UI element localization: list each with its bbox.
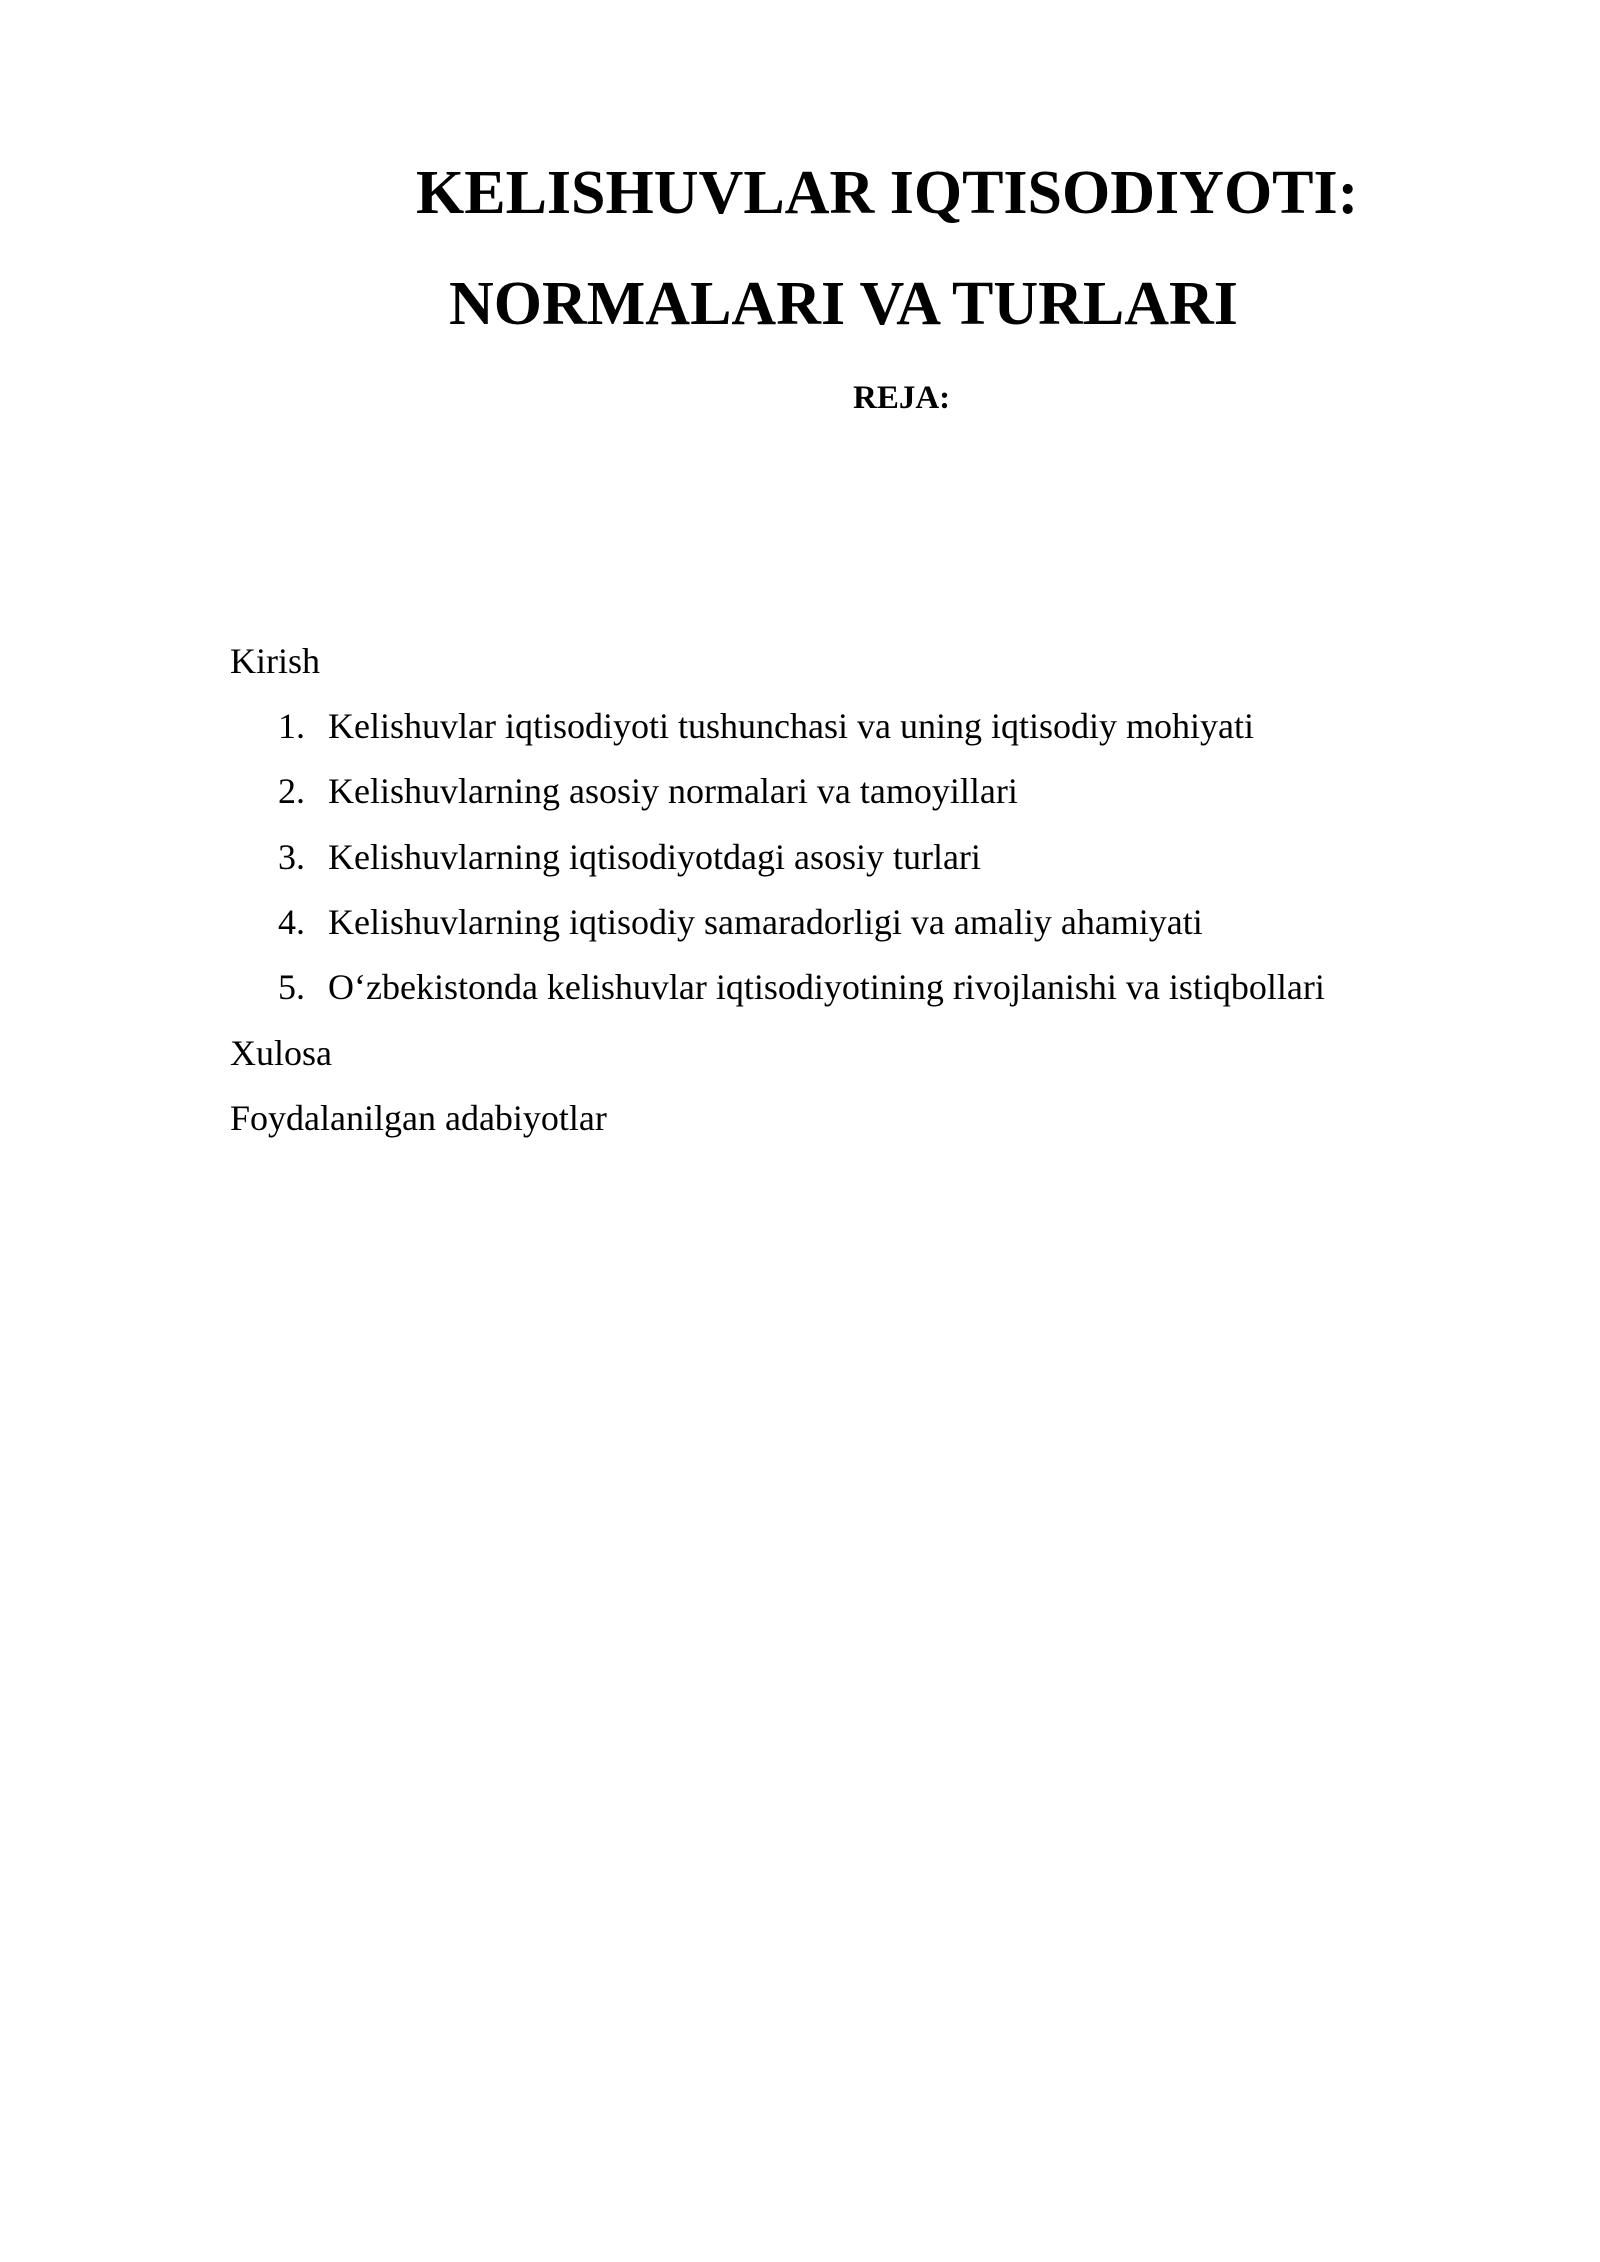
plan-item-label: O‘zbekistonda kelishuvlar iqtisodiyotining rivojlanishi va istiqbollari — [328, 967, 1325, 1007]
references-section: Foydalanilgan adabiyotlar — [230, 1098, 607, 1138]
plan-item-number: 4. — [278, 902, 305, 942]
plan-item-label: Kelishuvlarning iqtisodiyotdagi asosiy turlari — [328, 837, 981, 877]
plan-item-label: Kelishuvlar iqtisodiyoti tushunchasi va uning iqtisodiy mohiyati — [328, 706, 1254, 746]
plan-item-number: 1. — [278, 706, 305, 746]
document-title-line-2: NORMALARI VA TURLARI — [449, 270, 1238, 338]
document-title-line-1: KELISHUVLAR IQTISODIYOTI: — [416, 159, 1359, 227]
plan-item-number: 5. — [278, 967, 305, 1007]
intro-section: Kirish — [230, 641, 320, 681]
conclusion-section: Xulosa — [230, 1033, 332, 1073]
plan-heading: REJA: — [853, 380, 951, 416]
plan-item-label: Kelishuvlarning iqtisodiy samaradorligi va amaliy ahamiyati — [328, 902, 1203, 942]
plan-item-number: 2. — [278, 771, 305, 811]
plan-item-label: Kelishuvlarning asosiy normalari va tamoyillari — [328, 771, 1018, 811]
plan-item-number: 3. — [278, 837, 305, 877]
